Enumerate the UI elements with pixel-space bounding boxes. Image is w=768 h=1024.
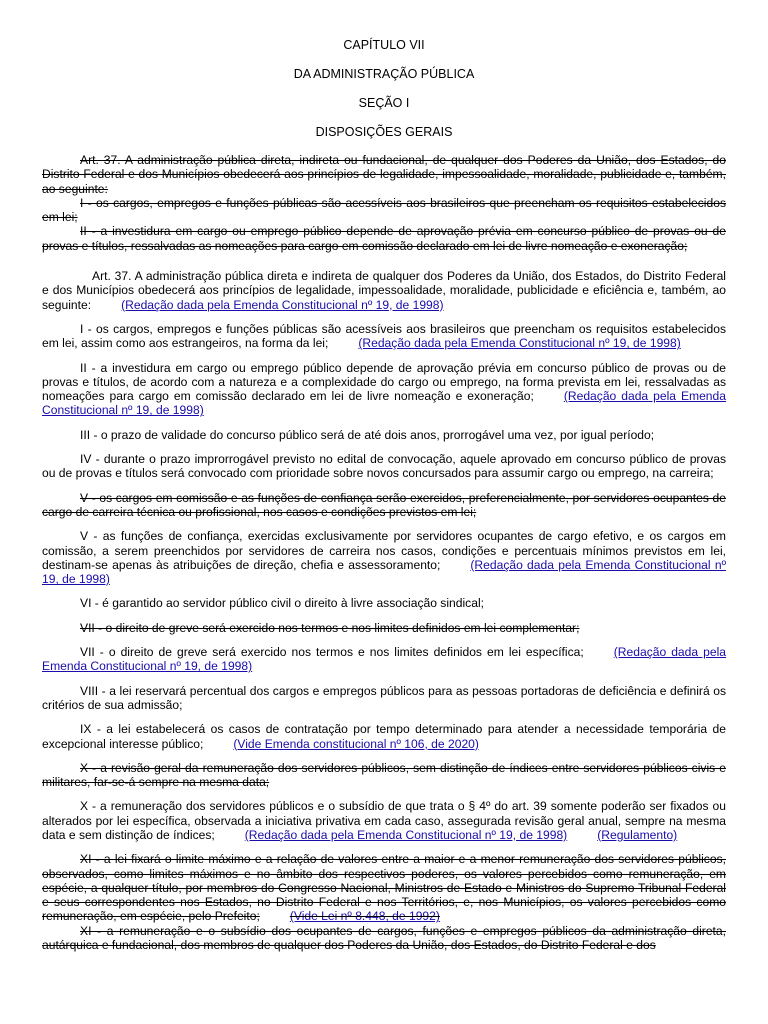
- vide-link[interactable]: (Vide Emenda constitucional nº 106, de 2020): [233, 736, 479, 751]
- inciso-i: [42, 322, 726, 351]
- inciso-x-revoked: X - a revisão geral da remuneração dos servidores públicos, sem distinção de índices entre servidores públicos civis e militares, far-se-á sempre na mesma data;: [42, 760, 726, 790]
- regulamento-link[interactable]: (Regulamento): [597, 827, 678, 842]
- document-page: [42, 38, 726, 952]
- section-subtitle: DISPOSIÇÕES GERAIS: [315, 125, 453, 139]
- amendment-link[interactable]: (Redação dada pela Emenda Constitucional nº 19, de 1998): [42, 645, 726, 674]
- inciso-viii: VIII - a lei reservará percentual dos cargos e empregos públicos para as pessoas portadoras de deficiência e definirá os critérios de sua admissão;: [42, 683, 726, 712]
- inciso-xi-revoked-2: XI - a remuneração e o subsídio dos ocupantes de cargos, funções e empregos públicos da administração direta, autárquica e fundacional, dos membros de qualquer dos Poderes da União, dos Estados, do Distrito Federal e dos: [42, 923, 726, 953]
- inciso-xi-revoked: [42, 852, 726, 923]
- inciso-iii: III - o prazo de validade do concurso público será de até dois anos, prorrogável uma vez, por igual período;: [80, 427, 655, 442]
- inciso-vii: [42, 645, 726, 674]
- inciso-vii-revoked: VII - o direito de greve será exercido nos termos e nos limites definidos em lei complementar;: [80, 620, 580, 635]
- chapter-heading: CAPÍTULO VII: [343, 38, 425, 52]
- inciso-x: [42, 799, 726, 842]
- inciso-v: [42, 529, 726, 586]
- art37-current: [42, 269, 726, 312]
- amendment-link[interactable]: (Redação dada pela Emenda Constitucional nº 19, de 1998): [42, 557, 726, 587]
- vide-link[interactable]: (Vide Lei nº 8.448, de 1992): [289, 909, 440, 924]
- art37-revoked: Art. 37. A administração pública direta, indireta ou fundacional, de qualquer dos Poderes da União, dos Estados, do Distrito Federal e dos Municípios obedecerá aos princípios de legalidade, impessoalidade, moralidade, publicidade e, também, ao seguinte:: [42, 153, 726, 196]
- amendment-link[interactable]: (Redação dada pela Emenda Constitucional nº 19, de 1998): [244, 827, 568, 842]
- inciso-x-text: X - a remuneração dos servidores públicos e o subsídio de que trata o § 4º do art. 39 somente poderão ser fixados ou alterados por lei específica, observada a iniciativa privativa em cada caso, assegurada revisão geral anual, sempre na mesma data e sem distinção de índices;: [42, 799, 726, 842]
- inciso-ii: [42, 361, 726, 418]
- inciso-i-text: I - os cargos, empregos e funções públicas são acessíveis aos brasileiros que preencham os requisitos estabelecidos em lei, assim como aos estrangeiros, na forma da lei;: [42, 321, 726, 351]
- inciso-ii-revoked: II - a investidura em cargo ou emprego público depende de aprovação prévia em concurso público de provas ou de provas e títulos, ressalvadas as nomeações para cargo em comissão declarado em lei de livre nomeação e exoneração;: [42, 224, 726, 253]
- inciso-vi: VI - é garantido ao servidor público civil o direito à livre associação sindical;: [80, 596, 484, 611]
- art37-text: Art. 37. A administração pública direta e indireta de qualquer dos Poderes da União, dos Estados, do Distrito Federal e dos Municípios obedecerá aos princípios de legalidade, impessoalidade, moralidade, publicidade e eficiência e, também, ao seguinte:: [42, 269, 726, 312]
- inciso-v-revoked: V - os cargos em comissão e as funções de confiança serão exercidos, preferencialmente, por servidores ocupantes de cargo de carreira técnica ou profissional, nos casos e condições previstos em lei;: [42, 490, 726, 519]
- inciso-ix: [42, 722, 726, 751]
- inciso-v-text: V - as funções de confiança, exercidas exclusivamente por servidores ocupantes de cargo efetivo, e os cargos em comissão, a serem preenchidos por servidores de carreira nos casos, condições e percentuais mínimos previstos em lei, destinam-se apenas às atribuições de direção, chefia e assessoramento;: [42, 529, 726, 572]
- inciso-xi-text: XI - a lei fixará o limite máximo e a relação de valores entre a maior e a menor remuneração dos servidores públicos, observados, como limites máximos e no âmbito dos respectivos poderes, os valores percebidos como remuneração, em espécie, a qualquer título, por membros do Congresso Nacional, Ministros de Estado e Ministros do Supremo Tribunal Federal e seus correspondentes nos Estados, no Distrito Federal e nos Territórios, e, nos Municípios, os valores percebidos como remuneração, em espécie, pelo Prefeito;: [42, 852, 726, 924]
- amendment-link[interactable]: (Redação dada pela Emenda Constitucional nº 19, de 1998): [42, 389, 726, 418]
- amendment-link[interactable]: (Redação dada pela Emenda Constitucional nº 19, de 1998): [121, 297, 444, 312]
- inciso-i-revoked: I - os cargos, empregos e funções públicas são acessíveis aos brasileiros que preencham os requisitos estabelecidos em lei;: [42, 195, 726, 225]
- chapter-title: DA ADMINISTRAÇÃO PÚBLICA: [293, 67, 475, 81]
- amendment-link[interactable]: (Redação dada pela Emenda Constitucional nº 19, de 1998): [358, 336, 681, 351]
- inciso-iv: IV - durante o prazo improrrogável previsto no edital de convocação, aquele aprovado em concurso público de provas ou de provas e títulos será convocado com prioridade sobre novos concursados para assumir cargo ou emprego, na carreira;: [42, 452, 726, 481]
- inciso-ix-text: IX - a lei estabelecerá os casos de contratação por tempo determinado para atender a necessidade temporária de excepcional interesse público;: [42, 722, 726, 751]
- inciso-ii-text: II - a investidura em cargo ou emprego público depende de aprovação prévia em concurso público de provas ou de provas e títulos, de acordo com a natureza e a complexidade do cargo ou emprego, na forma prevista em lei, ressalvadas as nomeações para cargo em comissão declarado em lei de livre nomeação e exoneração;: [42, 360, 726, 404]
- inciso-vii-text: VII - o direito de greve será exercido nos termos e nos limites definidos em lei específica;: [80, 645, 584, 660]
- section-heading: SEÇÃO I: [358, 96, 410, 110]
